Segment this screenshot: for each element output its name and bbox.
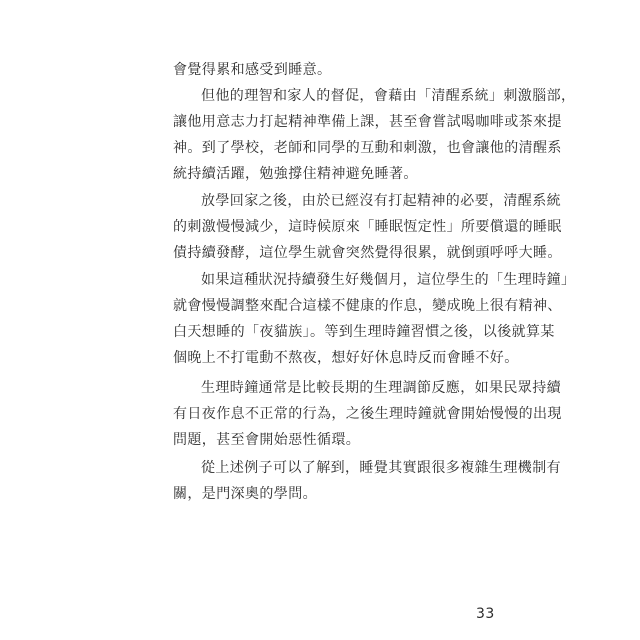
paragraph-6-line-1: 從上述例子可以了解到，睡覺其實跟很多複雜生理機制有 — [201, 460, 561, 476]
paragraph-3-line-2: 的刺激慢慢減少，這時候原來「睡眠恆定性」所要償還的睡眠 — [173, 219, 562, 235]
paragraph-3-line-3: 債持續發酵，這位學生就會突然覺得很累，就倒頭呼呼大睡。 — [173, 245, 562, 261]
paragraph-6-line-2: 關，是門深奧的學問。 — [173, 486, 317, 502]
paragraph-3-line-1: 放學回家之後，由於已經沒有打起精神的必要，清醒系統 — [201, 193, 561, 209]
paragraph-2-line-4: 統持續活躍，勉強撐住精神避免睡著。 — [173, 166, 418, 182]
paragraph-4-line-2: 就會慢慢調整來配合這樣不健康的作息，變成晚上很有精神、 — [173, 298, 562, 314]
paragraph-1-line-1: 會覺得累和感受到睡意。 — [173, 62, 332, 78]
paragraph-2-line-1: 但他的理智和家人的督促，會藉由「清醒系統」刺激腦部， — [201, 88, 576, 104]
paragraph-5-line-3: 問題，甚至會開始惡性循環。 — [173, 432, 361, 448]
paragraph-5-line-1: 生理時鐘通常是比較長期的生理調節反應，如果民眾持續 — [201, 380, 561, 396]
page-number: 33 — [476, 606, 495, 622]
paragraph-4-line-4: 個晚上不打電動不熬夜，想好好休息時反而會睡不好。 — [173, 350, 519, 366]
paragraph-4-line-1: 如果這種狀況持續發生好幾個月，這位學生的「生理時鐘」 — [201, 272, 576, 288]
paragraph-5-line-2: 有日夜作息不正常的行為，之後生理時鐘就會開始慢慢的出現 — [173, 406, 562, 422]
paragraph-2-line-2: 讓他用意志力打起精神準備上課，甚至會嘗試喝咖啡或茶來提 — [173, 114, 562, 130]
paragraph-4-line-3: 白天想睡的「夜貓族」。等到生理時鐘習慣之後，以後就算某 — [173, 324, 555, 340]
paragraph-2-line-3: 神。到了學校，老師和同學的互動和刺激，也會讓他的清醒系 — [173, 140, 562, 156]
